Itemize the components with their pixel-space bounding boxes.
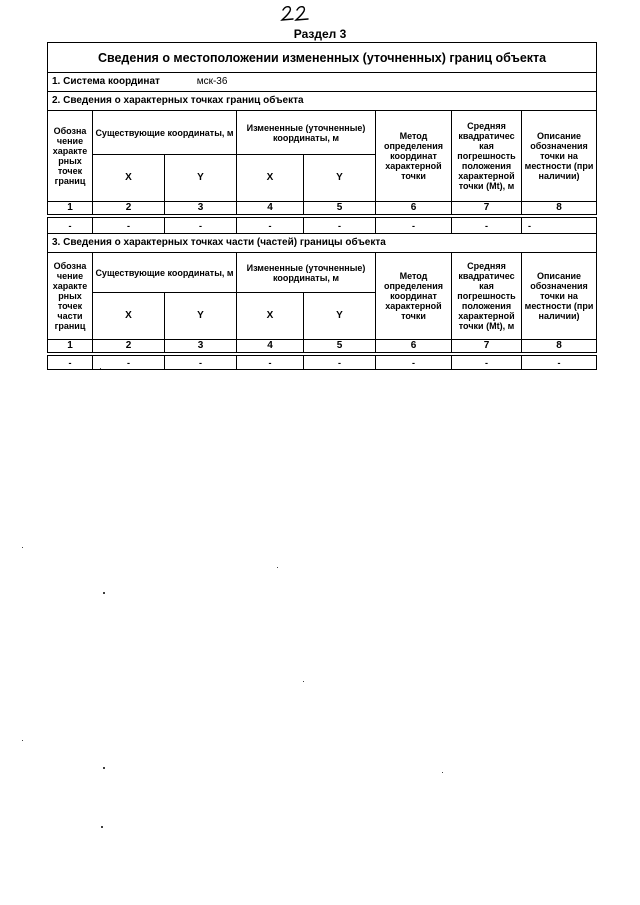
s2-colnum: 1 [48, 202, 93, 215]
document-title: Сведения о местоположении измененных (уточненных) границ объекта [48, 43, 597, 73]
s2-changed-x: X [237, 155, 304, 202]
coord-system-label: 1. Система координат [52, 76, 160, 87]
scan-speck [22, 740, 23, 741]
s2-colnum: 3 [165, 202, 237, 215]
s3-data-row [48, 356, 597, 370]
s3-cell: - [165, 356, 237, 370]
coord-system-value: мск-36 [196, 76, 228, 87]
s3-existing-x: X [93, 293, 165, 340]
s3-colnum: 2 [93, 340, 165, 353]
coord-system-row [48, 73, 597, 92]
s3-changed-x: X [237, 293, 304, 340]
s3-cell: - [376, 356, 452, 370]
scan-speck [103, 592, 105, 594]
s2-colnum: 6 [376, 202, 452, 215]
s3-cell: - [452, 356, 522, 370]
s3-colnum: 8 [522, 340, 597, 353]
s3-colnum: 5 [304, 340, 376, 353]
s3-cell: - [237, 356, 304, 370]
s2-changed-y: Y [304, 155, 376, 202]
s2-cell: - [165, 218, 237, 234]
s3-cell: - [93, 356, 165, 370]
s2-cell: - [376, 218, 452, 234]
s3-cell: - [522, 356, 597, 370]
s2-col-desc-header: Описание обозначения точки на местности (при наличии) [522, 111, 597, 202]
s2-cell: - [237, 218, 304, 234]
boundary-table [47, 42, 597, 370]
s3-col-existing-header: Существующие координаты, м [93, 253, 237, 293]
section2-heading: 2. Сведения о характерных точках границ объекта [48, 92, 597, 111]
section-label: Раздел 3 [293, 27, 347, 41]
s2-col-changed-header: Измененные (уточненные) координаты, м [237, 111, 376, 155]
handwritten-page-number [280, 2, 312, 24]
scan-speck [303, 681, 304, 682]
s2-col-existing-header: Существующие координаты, м [93, 111, 237, 155]
s2-col-point-header: Обозна чение характе рных точек границ [48, 111, 93, 202]
scan-speck [442, 772, 443, 773]
s3-colnum: 3 [165, 340, 237, 353]
s2-colnum: 5 [304, 202, 376, 215]
s2-existing-x: X [93, 155, 165, 202]
section3-heading: 3. Сведения о характерных точках части (частей) границы объекта [48, 234, 597, 253]
s3-colnum: 7 [452, 340, 522, 353]
s3-colnum: 4 [237, 340, 304, 353]
s2-data-row [48, 218, 597, 234]
s3-col-error-header: Средняя квадратичес кая погрешность положения характерной точки (Mt), м [452, 253, 522, 340]
s3-colnum: 6 [376, 340, 452, 353]
s3-changed-y: Y [304, 293, 376, 340]
s2-cell: - [522, 218, 597, 234]
s3-cell: - [48, 356, 93, 370]
s2-col-error-header: Средняя квадратичес кая погрешность положения характерной точки (Mt), м [452, 111, 522, 202]
scan-speck [100, 368, 101, 369]
scan-speck [22, 547, 23, 548]
s2-col-method-header: Метод определения координат характерной точки [376, 111, 452, 202]
s3-existing-y: Y [165, 293, 237, 340]
s2-colnum: 7 [452, 202, 522, 215]
s3-cell: - [304, 356, 376, 370]
s3-col-changed-header: Измененные (уточненные) координаты, м [237, 253, 376, 293]
s2-existing-y: Y [165, 155, 237, 202]
s3-col-desc-header: Описание обозначения точки на местности (при наличии) [522, 253, 597, 340]
s2-cell: - [304, 218, 376, 234]
scan-speck [277, 567, 278, 568]
s2-colnum: 8 [522, 202, 597, 215]
s3-col-point-header: Обозна чение характе рных точек части границ [48, 253, 93, 340]
scan-speck [103, 767, 105, 769]
s2-colnum: 4 [237, 202, 304, 215]
s2-cell: - [93, 218, 165, 234]
s3-col-method-header: Метод определения координат характерной точки [376, 253, 452, 340]
s3-colnum: 1 [48, 340, 93, 353]
form-frame [47, 42, 596, 370]
s2-colnum: 2 [93, 202, 165, 215]
s2-cell: - [48, 218, 93, 234]
scan-speck [101, 826, 103, 828]
s2-cell: - [452, 218, 522, 234]
